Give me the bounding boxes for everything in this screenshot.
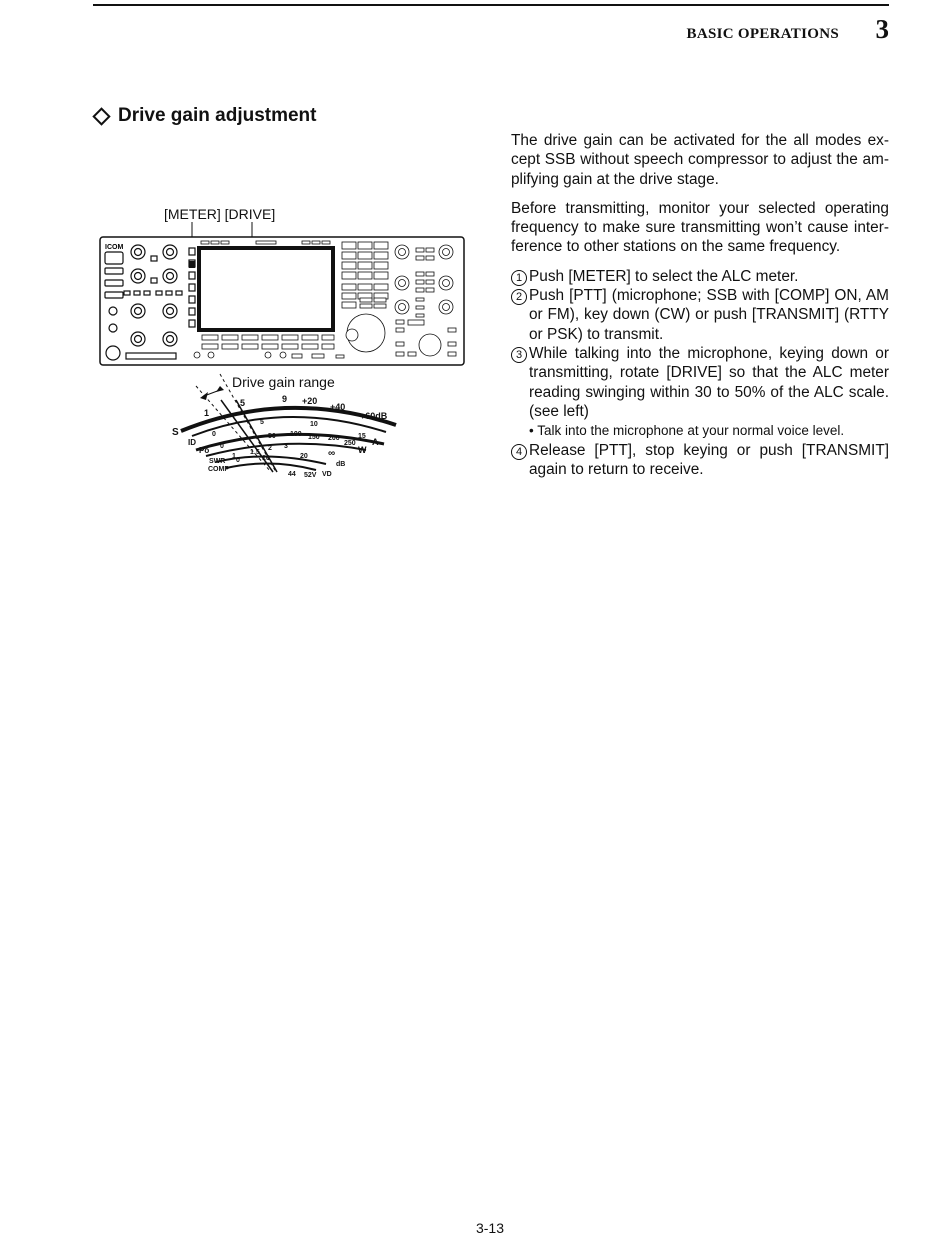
meter-po-unit: W	[358, 445, 367, 455]
meter-swr-3: 3	[284, 443, 288, 450]
meter-id-0: 0	[212, 431, 216, 438]
meter-swr-15: 1.5	[250, 449, 260, 456]
chapter-title: BASIC OPERATIONS	[686, 26, 839, 42]
meter-po-100: 100	[290, 431, 302, 438]
meter-s-plus20: +20	[302, 396, 318, 406]
transceiver-front-panel-drawing	[96, 200, 470, 490]
step-text: Release [PTT], stop keying or push [TRANSMIT] again to return to receive.	[529, 442, 889, 479]
meter-swr-1: 1	[232, 453, 236, 460]
list-item	[511, 441, 889, 480]
meter-comp-unit: dB	[336, 461, 346, 468]
list-item	[511, 286, 889, 344]
monitor-paragraph: Before transmitting, monitor your selected operating frequency to make sure transmitting won’t cause inter-ference to other stations on the same frequency.	[511, 199, 889, 256]
icom-logo: ICOM	[105, 244, 124, 251]
meter-s-plus40: +40	[330, 402, 346, 412]
meter-comp-20: 20	[300, 453, 308, 460]
diamond-icon	[92, 107, 110, 125]
step-number: 2	[511, 289, 527, 305]
step-text: Push [PTT] (microphone; SSB with [COMP] ON, AM or FM), key down (CW) or push [TRANSMIT] (RTTY or PSK) to transmit.	[529, 287, 889, 343]
meter-po-0: 0	[220, 443, 224, 450]
meter-swr-label: SWR	[209, 458, 226, 465]
step-number: 3	[511, 347, 527, 363]
meter-po-label: Po	[199, 446, 210, 455]
meter-vd-label: VD	[322, 471, 332, 478]
meter-vd-44: 44	[288, 471, 296, 478]
meter-s-5: 5	[240, 398, 246, 408]
meter-id-5: 5	[260, 419, 264, 426]
drive-gain-range-label: Drive gain range	[232, 374, 335, 390]
meter-po-250: 250	[344, 440, 356, 447]
step-number: 4	[511, 444, 527, 460]
intro-paragraph: The drive gain can be activated for the all modes ex-cept SSB without speech compressor to adjust the am-plifying gain at the drive stage.	[511, 132, 889, 188]
meter-id-unit: A	[372, 437, 379, 447]
meter-comp-10: 10	[262, 455, 270, 462]
body-text	[511, 131, 889, 480]
page-number: 3-13	[475, 1220, 505, 1236]
meter-s-label: S	[172, 427, 179, 438]
section-title: Drive gain adjustment	[118, 105, 317, 126]
meter-id-label: ID	[188, 438, 196, 447]
step-text: While talking into the microphone, keying down or transmitting, rotate [DRIVE] so that the ALC meter reading swinging within 30 to 50% of the ALC scale. (see left)	[529, 344, 889, 420]
meter-drive-button-label: [METER] [DRIVE]	[164, 206, 276, 222]
step-text: Push [METER] to select the ALC meter.	[529, 267, 799, 285]
meter-po-50: 50	[268, 433, 276, 440]
list-item	[511, 344, 889, 441]
meter-s-9: 9	[282, 394, 288, 404]
meter-id-15: 15	[358, 433, 366, 440]
meter-id-10: 10	[310, 421, 318, 428]
meter-swr-2: 2	[268, 445, 272, 452]
list-item	[511, 267, 889, 286]
meter-s-plus60: +60dB	[360, 411, 388, 421]
top-rule	[93, 4, 889, 6]
meter-comp-label: COMP	[208, 466, 229, 473]
meter-s-1: 1	[204, 408, 210, 418]
meter-po-200: 200	[328, 435, 340, 442]
transceiver-illustration	[96, 200, 470, 490]
step-number: 1	[511, 270, 527, 286]
chapter-number: 3	[875, 14, 889, 44]
meter-swr-inf: ∞	[328, 448, 336, 459]
meter-comp-0: 0	[236, 457, 240, 464]
step-note: • Talk into the microphone at your normal voice level.	[529, 423, 845, 439]
steps-list	[511, 267, 889, 480]
meter-vd-52: 52V	[304, 472, 317, 479]
section-heading	[93, 105, 317, 127]
meter-po-150: 150	[308, 434, 320, 441]
